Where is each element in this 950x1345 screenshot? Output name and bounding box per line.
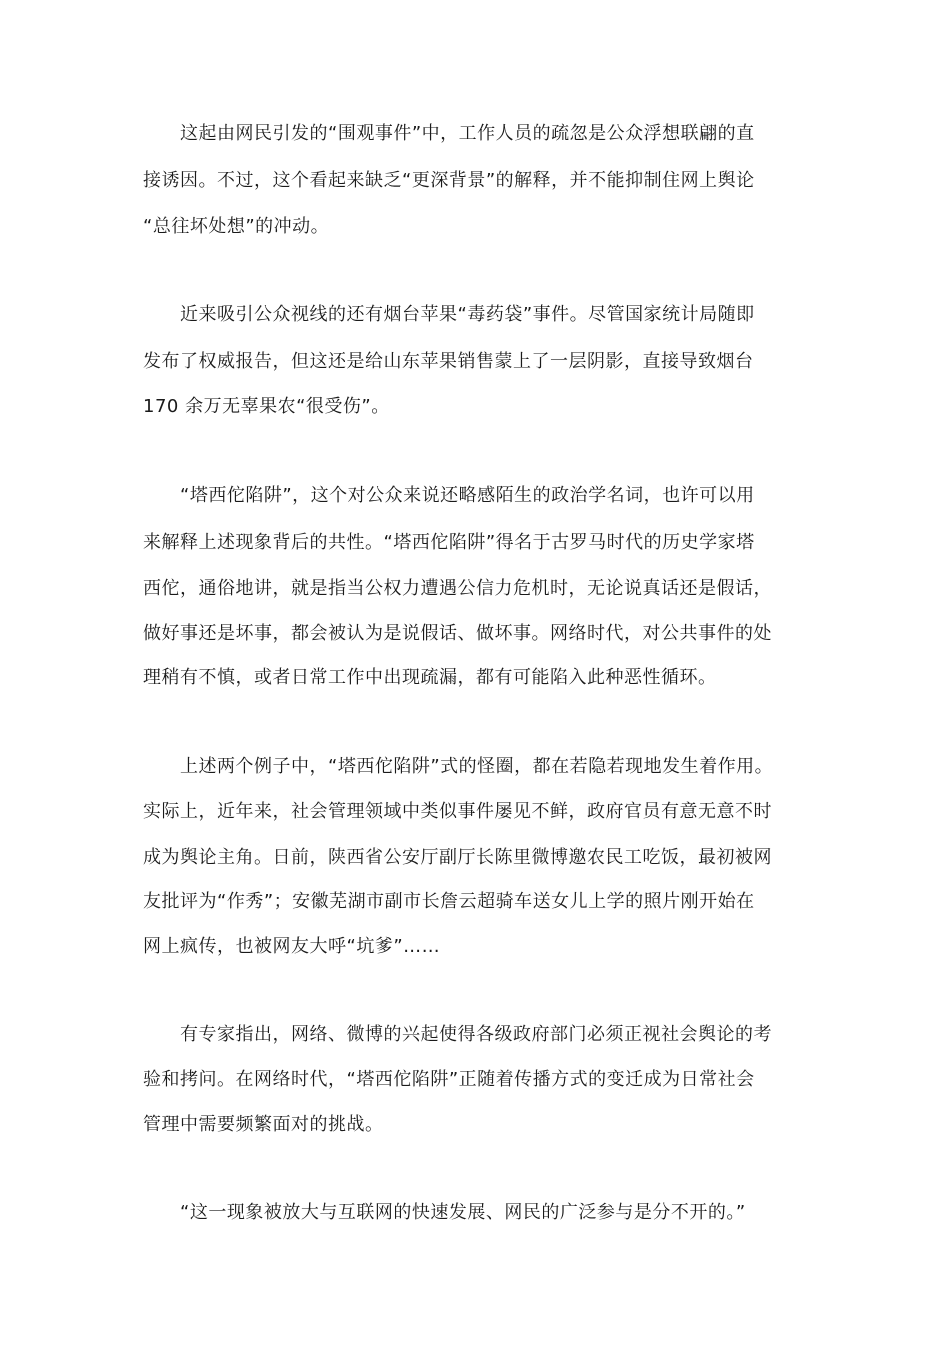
- paragraph-3-line-2: 来解释上述现象背后的共性。“塔西佗陷阱”得名于古罗马时代的历史学家塔: [143, 532, 755, 553]
- paragraph-3-line-3: 西佗，通俗地讲，就是指当公权力遭遇公信力危机时，无论说真话还是假话，: [143, 578, 772, 599]
- paragraph-2-line-2: 发布了权威报告，但这还是给山东苹果销售蒙上了一层阴影，直接导致烟台: [143, 351, 754, 372]
- paragraph-4-line-5: 网上疯传，也被网友大呼“坑爹”……: [143, 936, 441, 957]
- paragraph-4-line-4: 友批评为“作秀”；安徽芜湖市副市长詹云超骑车送女儿上学的照片刚开始在: [143, 891, 755, 912]
- paragraph-6-line-1: “这一现象被放大与互联网的快速发展、网民的广泛参与是分不开的。”: [180, 1202, 746, 1223]
- paragraph-1-line-2: 接诱因。不过，这个看起来缺乏“更深背景”的解释，并不能抑制住网上舆论: [143, 170, 755, 191]
- paragraph-3-line-1: “塔西佗陷阱”，这个对公众来说还略感陌生的政治学名词，也许可以用: [180, 485, 755, 506]
- paragraph-1-line-3: “总往坏处想”的冲动。: [143, 216, 330, 237]
- paragraph-4-line-3: 成为舆论主角。日前，陕西省公安厅副厅长陈里微博邀农民工吃饭，最初被网: [143, 847, 772, 868]
- paragraph-5-line-1: 有专家指出，网络、微博的兴起使得各级政府部门必须正视社会舆论的考: [180, 1024, 772, 1045]
- paragraph-4-line-1: 上述两个例子中，“塔西佗陷阱”式的怪圈，都在若隐若现地发生着作用。: [180, 756, 774, 777]
- paragraph-1-line-1: 这起由网民引发的“围观事件”中，工作人员的疏忽是公众浮想联翩的直: [180, 123, 755, 144]
- paragraph-5-line-3: 管理中需要频繁面对的挑战。: [143, 1114, 384, 1135]
- paragraph-2-line-3: 170 余万无辜果农“很受伤”。: [143, 396, 390, 417]
- paragraph-5-line-2: 验和拷问。在网络时代，“塔西佗陷阱”正随着传播方式的变迁成为日常社会: [143, 1069, 755, 1090]
- paragraph-2-line-1: 近来吸引公众视线的还有烟台苹果“毒药袋”事件。尽管国家统计局随即: [180, 304, 755, 325]
- paragraph-4-line-2: 实际上，近年来，社会管理领域中类似事件屡见不鲜，政府官员有意无意不时: [143, 801, 772, 822]
- paragraph-3-line-4: 做好事还是坏事，都会被认为是说假话、做坏事。网络时代，对公共事件的处: [143, 623, 772, 644]
- paragraph-3-line-5: 理稍有不慎，或者日常工作中出现疏漏，都有可能陷入此种恶性循环。: [143, 667, 717, 688]
